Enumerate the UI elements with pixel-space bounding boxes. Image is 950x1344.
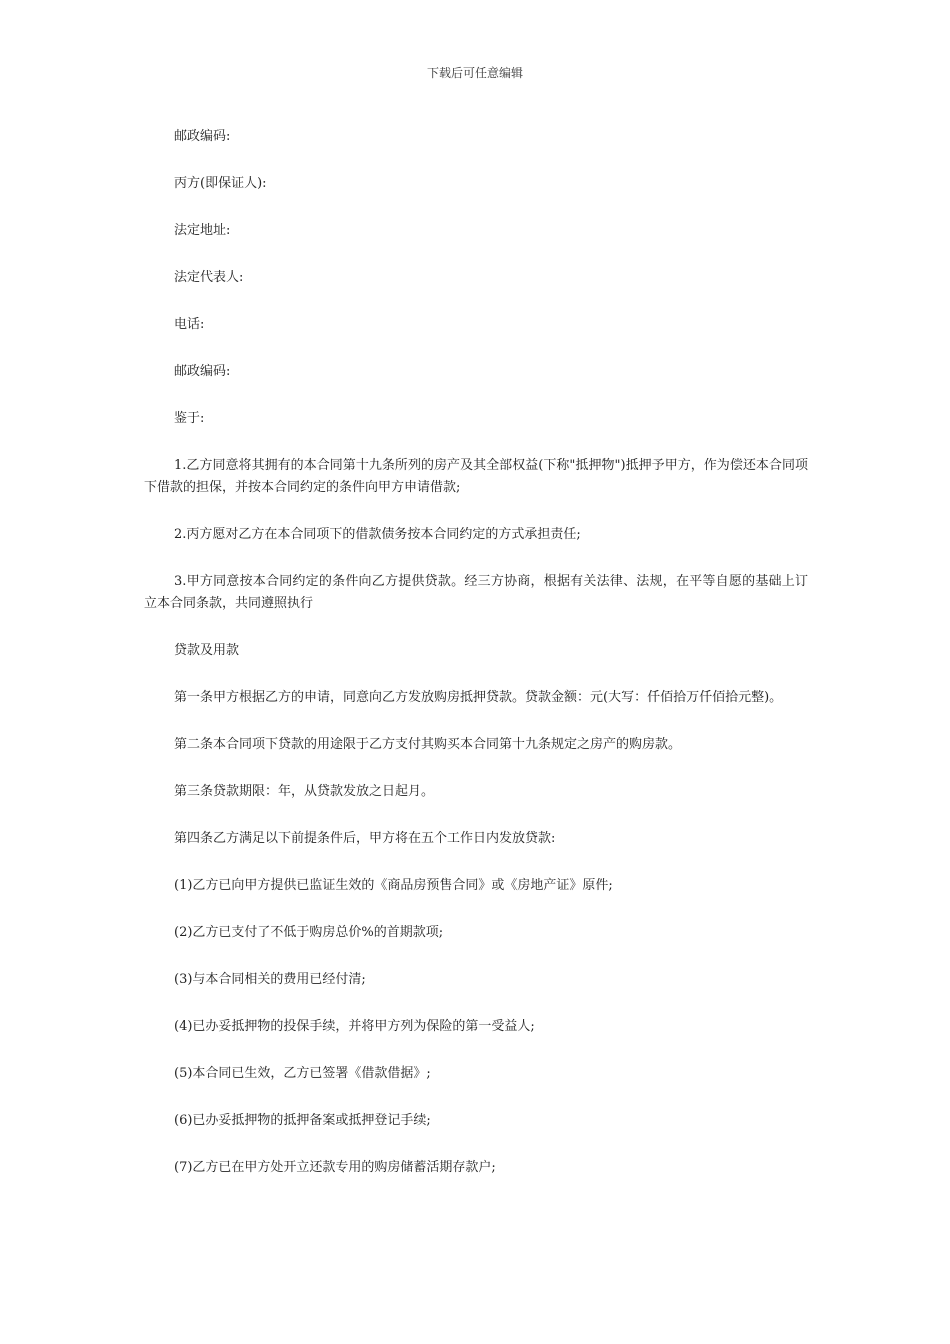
paragraph-postal-code-1: 邮政编码:	[174, 129, 231, 144]
article-4: 第四条乙方满足以下前提条件后，甲方将在五个工作日内发放贷款:	[174, 831, 556, 846]
paragraph-whereas: 鉴于:	[174, 411, 205, 426]
paragraph-party-c: 丙方(即保证人):	[174, 176, 267, 191]
paragraph-recital-2: 2.丙方愿对乙方在本合同项下的借款债务按本合同约定的方式承担责任;	[174, 527, 581, 542]
condition-6: (6)已办妥抵押物的抵押备案或抵押登记手续;	[174, 1113, 431, 1128]
condition-4: (4)已办妥抵押物的投保手续，并将甲方列为保险的第一受益人;	[174, 1019, 535, 1034]
condition-3: (3)与本合同相关的费用已经付清;	[174, 972, 366, 987]
page-header: 下载后可任意编辑	[426, 66, 523, 80]
condition-1: (1)乙方已向甲方提供已监证生效的《商品房预售合同》或《房地产证》原件;	[174, 878, 613, 893]
article-1: 第一条甲方根据乙方的申请，同意向乙方发放购房抵押贷款。贷款金额：元(大写：仟佰拾万仟佰拾元整)。	[174, 690, 783, 705]
section-heading-loan: 贷款及用款	[174, 643, 240, 658]
paragraph-legal-representative: 法定代表人:	[174, 270, 244, 285]
condition-2: (2)乙方已支付了不低于购房总价%的首期款项;	[174, 925, 444, 940]
article-2: 第二条本合同项下贷款的用途限于乙方支付其购买本合同第十九条规定之房产的购房款。	[174, 737, 682, 752]
paragraph-recital-1: 1.乙方同意将其拥有的本合同第十九条所列的房产及其全部权益(下称"抵押物")抵押予甲方，作为偿还本合同项下借款的担保，并按本合同约定的条件向甲方申请借款;	[144, 458, 808, 495]
paragraph-phone: 电话:	[174, 317, 205, 332]
paragraph-legal-address: 法定地址:	[174, 223, 231, 238]
condition-7: (7)乙方已在甲方处开立还款专用的购房储蓄活期存款户;	[174, 1160, 496, 1175]
paragraph-postal-code-2: 邮政编码:	[174, 364, 231, 379]
paragraph-recital-3: 3.甲方同意按本合同约定的条件向乙方提供贷款。经三方协商，根据有关法律、法规，在平等自愿的基础上订立本合同条款，共同遵照执行	[144, 574, 808, 611]
article-3: 第三条贷款期限：年，从贷款发放之日起月。	[174, 784, 435, 799]
condition-5: (5)本合同已生效，乙方已签署《借款借据》;	[174, 1066, 431, 1081]
document-body	[144, 126, 808, 1204]
